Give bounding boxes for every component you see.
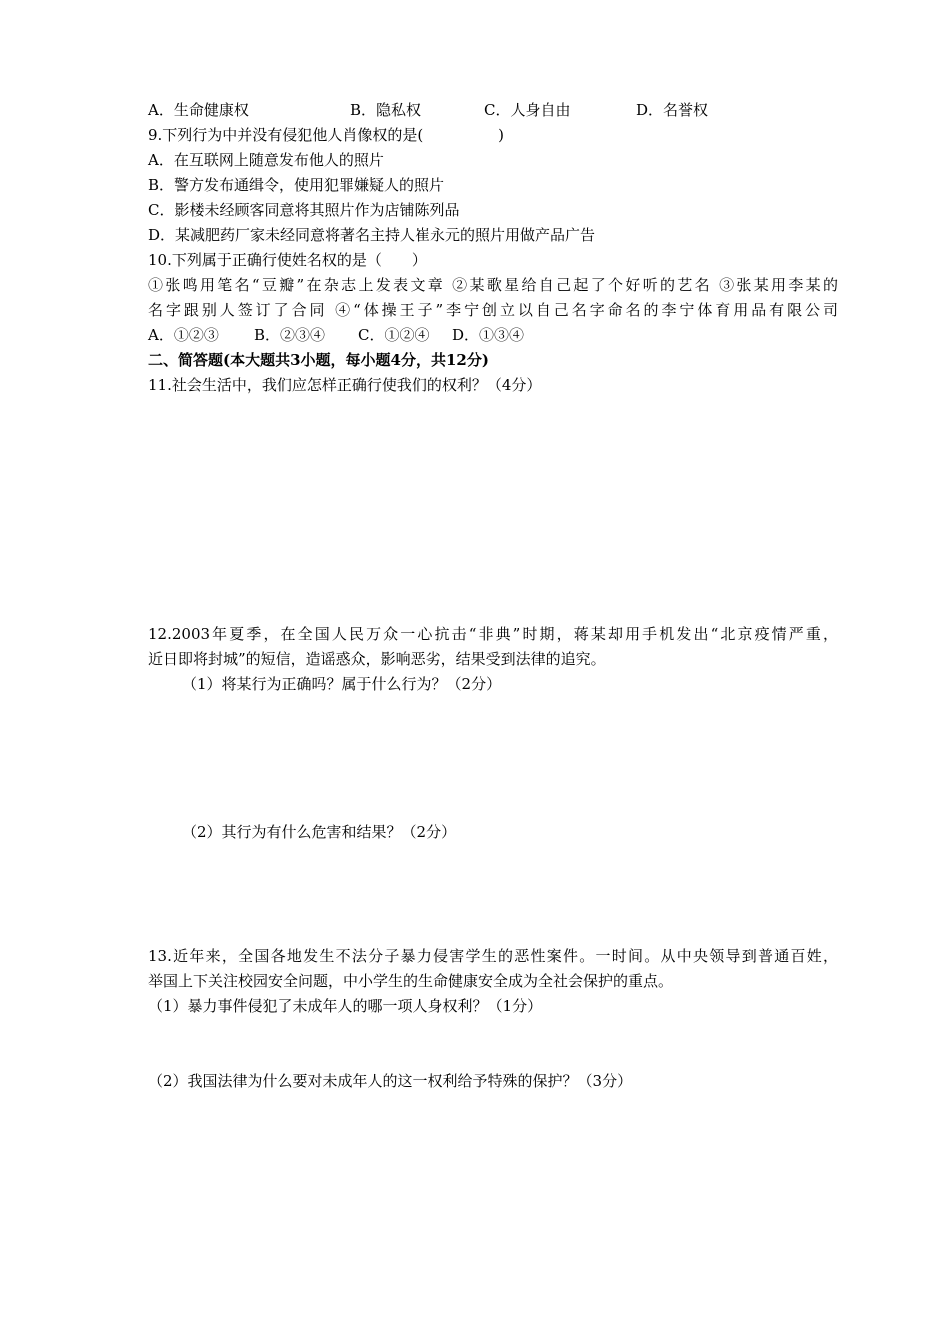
q10-statements-line1: ①张鸣用笔名“豆瓣”在杂志上发表文章 ②某歌星给自己起了个好听的艺名 ③张某用李某的 [148,276,838,294]
section-title: 二、简答题 [148,351,224,369]
q10-option-b: B．②③④ [254,326,326,344]
q13-sub2-answer-space [148,1096,838,1296]
q12-stem-line1: 12.2003年夏季，在全国人民万众一心抗击“非典”时期，蒋某却用手机发出“北京疫情严重， [148,625,838,643]
q9-option-d: D．某减肥药厂家未经同意将著名主持人崔永元的照片用做产品广告 [148,226,596,244]
q11-answer-space [148,400,838,615]
q13-stem-line1: 13.近年来，全国各地发生不法分子暴力侵害学生的恶性案件。一时间。从中央领导到普通百姓， [148,947,838,965]
q8-option-a: A．生命健康权 [148,101,249,119]
q10-option-d: D．①③④ [452,326,525,344]
q12-sub1-answer-space [148,698,838,813]
q9-option-b: B．警方发布通缉令，使用犯罪嫌疑人的照片 [148,176,445,194]
q12-stem-line2: 近日即将封城”的短信，造谣惑众，影响恶劣，结果受到法律的追究。 [148,650,606,668]
q9-option-c: C．影楼未经顾客同意将其照片作为店铺陈列品 [148,201,460,219]
q11-question: 11.社会生活中，我们应怎样正确行使我们的权利？（4分） [148,376,542,394]
q10-option-a: A．①②③ [148,326,219,344]
q9-option-a: A．在互联网上随意发布他人的照片 [148,151,384,169]
q8-option-d: D．名誉权 [636,101,709,119]
q13-sub1: （1）暴力事件侵犯了未成年人的哪一项人身权利？（1分） [148,997,543,1015]
q12-sub2: （2）其行为有什么危害和结果？（2分） [182,823,457,841]
q13-stem-line2: 举国上下关注校园安全问题，中小学生的生命健康安全成为全社会保护的重点。 [148,972,674,990]
q8-options [148,98,838,122]
q12-sub2-answer-space [148,846,838,936]
q13-sub2: （2）我国法律为什么要对未成年人的这一权利给予特殊的保护？（3分） [148,1072,633,1090]
section-heading [148,348,838,372]
q10-option-c: C．①②④ [358,326,430,344]
q8-option-c: C．人身自由 [484,101,571,119]
q10-statements-line2: 名字跟别人签订了合同 ④“体操王子”李宁创立以自己名字命名的李宁体育用品有限公司 [148,301,838,319]
q9-stem: 9.下列行为中并没有侵犯他人肖像权的是( ) [148,126,505,144]
q8-option-b: B．隐私权 [350,101,422,119]
q12-sub1: （1）将某行为正确吗？属于什么行为？（2分） [182,675,502,693]
q13-sub1-answer-space [148,1020,838,1065]
section-note: (本大题共3小题，每小题4分，共12分) [223,351,489,369]
q10-options [148,323,838,347]
q10-stem: 10.下列属于正确行使姓名权的是（ ） [148,251,427,269]
